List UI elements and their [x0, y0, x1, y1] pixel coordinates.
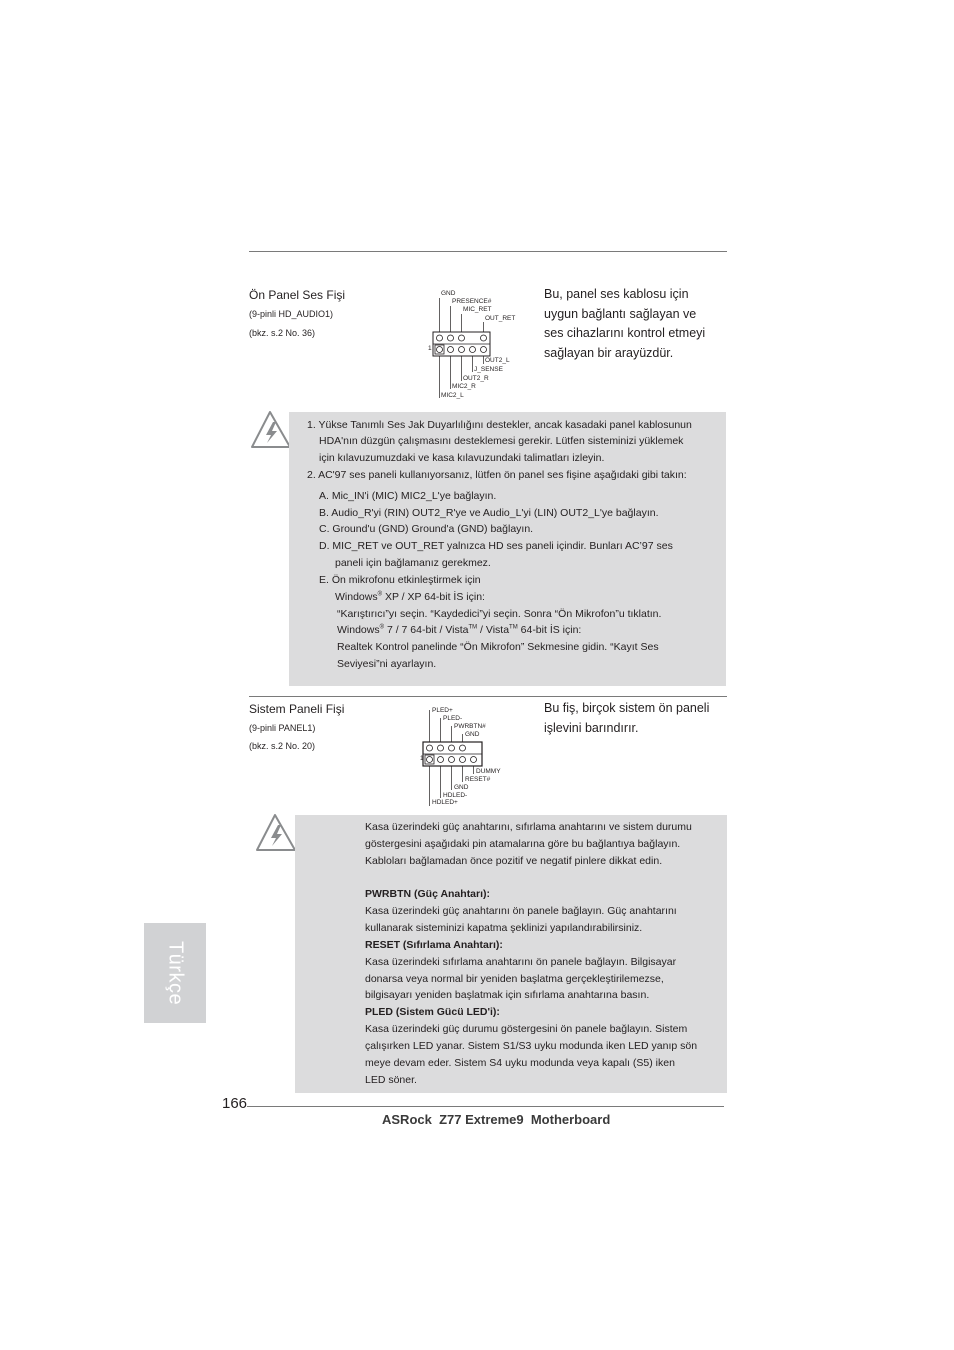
- audio-note-line: Realtek Kontrol panelinde “Ön Mikrofon” Sekmesine gidin. “Kayıt Ses: [337, 641, 659, 653]
- section-divider: [249, 696, 727, 697]
- trademark-mark: TM: [509, 624, 518, 631]
- audio-pin: [481, 347, 487, 353]
- audio-header-subtitle: (9-pinli HD_AUDIO1): [249, 309, 334, 319]
- reset-text: Kasa üzerindeki sıfırlama anahtarını ön panele bağlayın. Bilgisayar: [365, 956, 677, 968]
- audio-note-line: E. Ön mikrofonu etkinleştirmek için: [319, 574, 481, 586]
- pwrbtn-text: Kasa üzerindeki güç anahtarını ön panele bağlayın. Güç anahtarını: [365, 905, 677, 917]
- panel-note-intro: Kasa üzerindeki güç anahtarını, sıfırlama anahtarını ve sistem durumu: [365, 821, 692, 833]
- panel-pin-label: HDLED+: [432, 799, 458, 806]
- audio-pin-label: MIC2_R: [452, 383, 476, 390]
- audio-pin: [470, 347, 476, 353]
- audio-description: [544, 285, 705, 363]
- reset-text: bilgisayarı yeniden başlatmak için sıfırlama anahtarına basın.: [365, 989, 650, 1001]
- reset-title: RESET (Sıfırlama Anahtarı):: [365, 939, 503, 951]
- audio-note-line: için kılavuzumuzdaki ve kasa kılavuzundaki talimatları izleyin.: [319, 452, 605, 464]
- audio-desc-line: uygun bağlantı sağlayan ve: [544, 306, 697, 321]
- audio-pin: [437, 347, 443, 353]
- pwrbtn-text: kullanarak sisteminizi kapatma şeklinizi yapılandırabilirsiniz.: [365, 922, 643, 934]
- audio-note-line: paneli için bağlamanız gerekmez.: [335, 557, 491, 569]
- audio-header-ref: (bkz. s.2 No. 36): [249, 328, 316, 338]
- panel-pin-label: GND: [454, 784, 469, 791]
- trademark-mark: TM: [468, 624, 478, 631]
- panel-note-intro: Kabloları bağlamadan önce pozitif ve negatif pinlere dikkat edin.: [365, 855, 663, 867]
- top-divider: [249, 251, 727, 252]
- os-vista64-text: 64-bit İS için:: [517, 624, 582, 636]
- panel-pin: [427, 757, 433, 763]
- audio-pin-label: OUT2_R: [463, 375, 489, 382]
- os-xp-text: XP / XP 64-bit İS için:: [382, 591, 485, 603]
- audio-desc-line: ses cihazlarını kontrol etmeyi: [544, 326, 706, 340]
- os-vista-text: / Vista: [477, 624, 510, 636]
- page-number: 166: [222, 1095, 248, 1112]
- panel-desc-line: işlevini barındırır.: [544, 720, 639, 735]
- os-7-text: 7 / 7 64-bit / Vista: [384, 624, 469, 636]
- audio-note-line: Seviyesi”ni ayarlayın.: [337, 658, 437, 670]
- audio-pin: [459, 347, 465, 353]
- audio-note-os-xp: [335, 589, 485, 606]
- pwrbtn-title: PWRBTN (Güç Anahtarı):: [365, 888, 491, 900]
- panel-pin-label: RESET#: [465, 776, 491, 783]
- panel-pin-one-label: 1: [420, 755, 424, 762]
- footer-product: ASRock Z77 Extreme9 Motherboard: [382, 1112, 611, 1127]
- audio-desc-line: Bu, panel ses kablosu için: [544, 287, 689, 301]
- audio-note-line: 2. AC'97 ses paneli kullanıyorsanız, lütfen ön panel ses fişine aşağıdaki gibi takın:: [307, 469, 687, 481]
- audio-note-os-vista: [337, 622, 581, 639]
- language-tab-label: Türkçe: [164, 940, 187, 1006]
- audio-pin-label: GND: [441, 290, 456, 297]
- registered-mark: ®: [377, 591, 383, 598]
- panel-description: [544, 699, 709, 738]
- audio-pin: [448, 335, 454, 341]
- pled-text: LED söner.: [365, 1074, 417, 1086]
- audio-pin-label: PRESENCE#: [452, 298, 492, 305]
- panel-pin: [460, 745, 466, 751]
- panel-header-ref: (bkz. s.2 No. 20): [249, 741, 316, 751]
- panel-desc-line: Bu fiş, birçok sistem ön paneli: [544, 701, 710, 715]
- audio-pin: [448, 347, 454, 353]
- panel-pin-label: PWRBTN#: [454, 723, 486, 730]
- windows-label: Windows: [335, 591, 378, 603]
- audio-pin: [459, 335, 465, 341]
- panel-pin-label: HDLED-: [443, 792, 468, 799]
- audio-note-line: HDA'nın düzgün çalışmasını desteklemesi gerekir. Lütfen sisteminizi yüklemek: [319, 435, 684, 447]
- audio-pin: [437, 335, 443, 341]
- pled-text: meye devam eder. Sistem S4 uyku modunda veya kapalı (S5) iken: [365, 1057, 675, 1069]
- audio-header-title: Ön Panel Ses Fişi: [249, 288, 346, 302]
- audio-desc-line: sağlayan bir arayüzdür.: [544, 345, 674, 360]
- warning-icon: [250, 410, 292, 450]
- audio-note-line: 1. Yükse Tanımlı Ses Jak Duyarlılığını destekler, ancak kasadaki panel kablosunun: [307, 419, 692, 431]
- audio-note-line: C. Ground'u (GND) Ground'a (GND) bağlayın.: [319, 523, 534, 535]
- audio-pin-one-label: 1: [428, 345, 432, 352]
- panel-pin: [460, 757, 466, 763]
- panel-pin-label: GND: [465, 731, 480, 738]
- panel-pin: [438, 757, 444, 763]
- panel-header-subtitle: (9-pinli PANEL1): [249, 723, 316, 733]
- audio-pin-label: MIC2_L: [441, 392, 464, 399]
- panel-pin: [438, 745, 444, 751]
- panel-pin: [449, 745, 455, 751]
- panel-pin-label: PLED+: [432, 707, 453, 714]
- language-side-tab: [144, 923, 206, 1023]
- panel-note-intro: göstergesini aşağıdaki pin atamalarına göre bu bağlantıya bağlayın.: [365, 838, 681, 850]
- windows-label: Windows: [337, 624, 380, 636]
- reset-text: donarsa veya normal bir yeniden başlatma gerçekleştirilemezse,: [365, 973, 664, 985]
- pled-text: çalışırken LED yanar. Sistem S1/S3 uyku modunda iken LED yanıp sön: [365, 1040, 698, 1052]
- panel-pin-label: DUMMY: [476, 768, 501, 775]
- audio-pin: [481, 335, 487, 341]
- audio-pin-label: OUT_RET: [485, 315, 516, 322]
- pled-title: PLED (Sistem Gücü LED'i):: [365, 1006, 500, 1018]
- panel-pin: [471, 757, 477, 763]
- panel-pin: [427, 745, 433, 751]
- warning-icon: [255, 813, 297, 853]
- panel-header-title: Sistem Paneli Fişi: [249, 702, 345, 716]
- audio-note-line: “Karıştırıcı”yı seçin. “Kaydedici”yi seçin. Sonra “Ön Mikrofon”u tıklatın.: [337, 608, 662, 620]
- panel-pin: [449, 757, 455, 763]
- registered-mark: ®: [379, 624, 385, 631]
- footer-rule: [247, 1106, 724, 1107]
- audio-pin-label: MIC_RET: [463, 306, 492, 313]
- audio-note-line: D. MIC_RET ve OUT_RET yalnızca HD ses paneli içindir. Bunları AC’97 ses: [319, 540, 673, 552]
- audio-pin-label: OUT2_L: [485, 357, 510, 364]
- audio-pin-label: J_SENSE: [474, 366, 503, 373]
- pled-text: Kasa üzerindeki güç durumu göstergesini ön panele bağlayın. Sistem: [365, 1023, 688, 1035]
- audio-note-line: B. Audio_R'yi (RIN) OUT2_R'ye ve Audio_L'yi (LIN) OUT2_L'ye bağlayın.: [319, 507, 659, 519]
- panel-pin-label: PLED-: [443, 715, 463, 722]
- audio-note-line: A. Mic_IN'i (MIC) MIC2_L'ye bağlayın.: [319, 490, 497, 502]
